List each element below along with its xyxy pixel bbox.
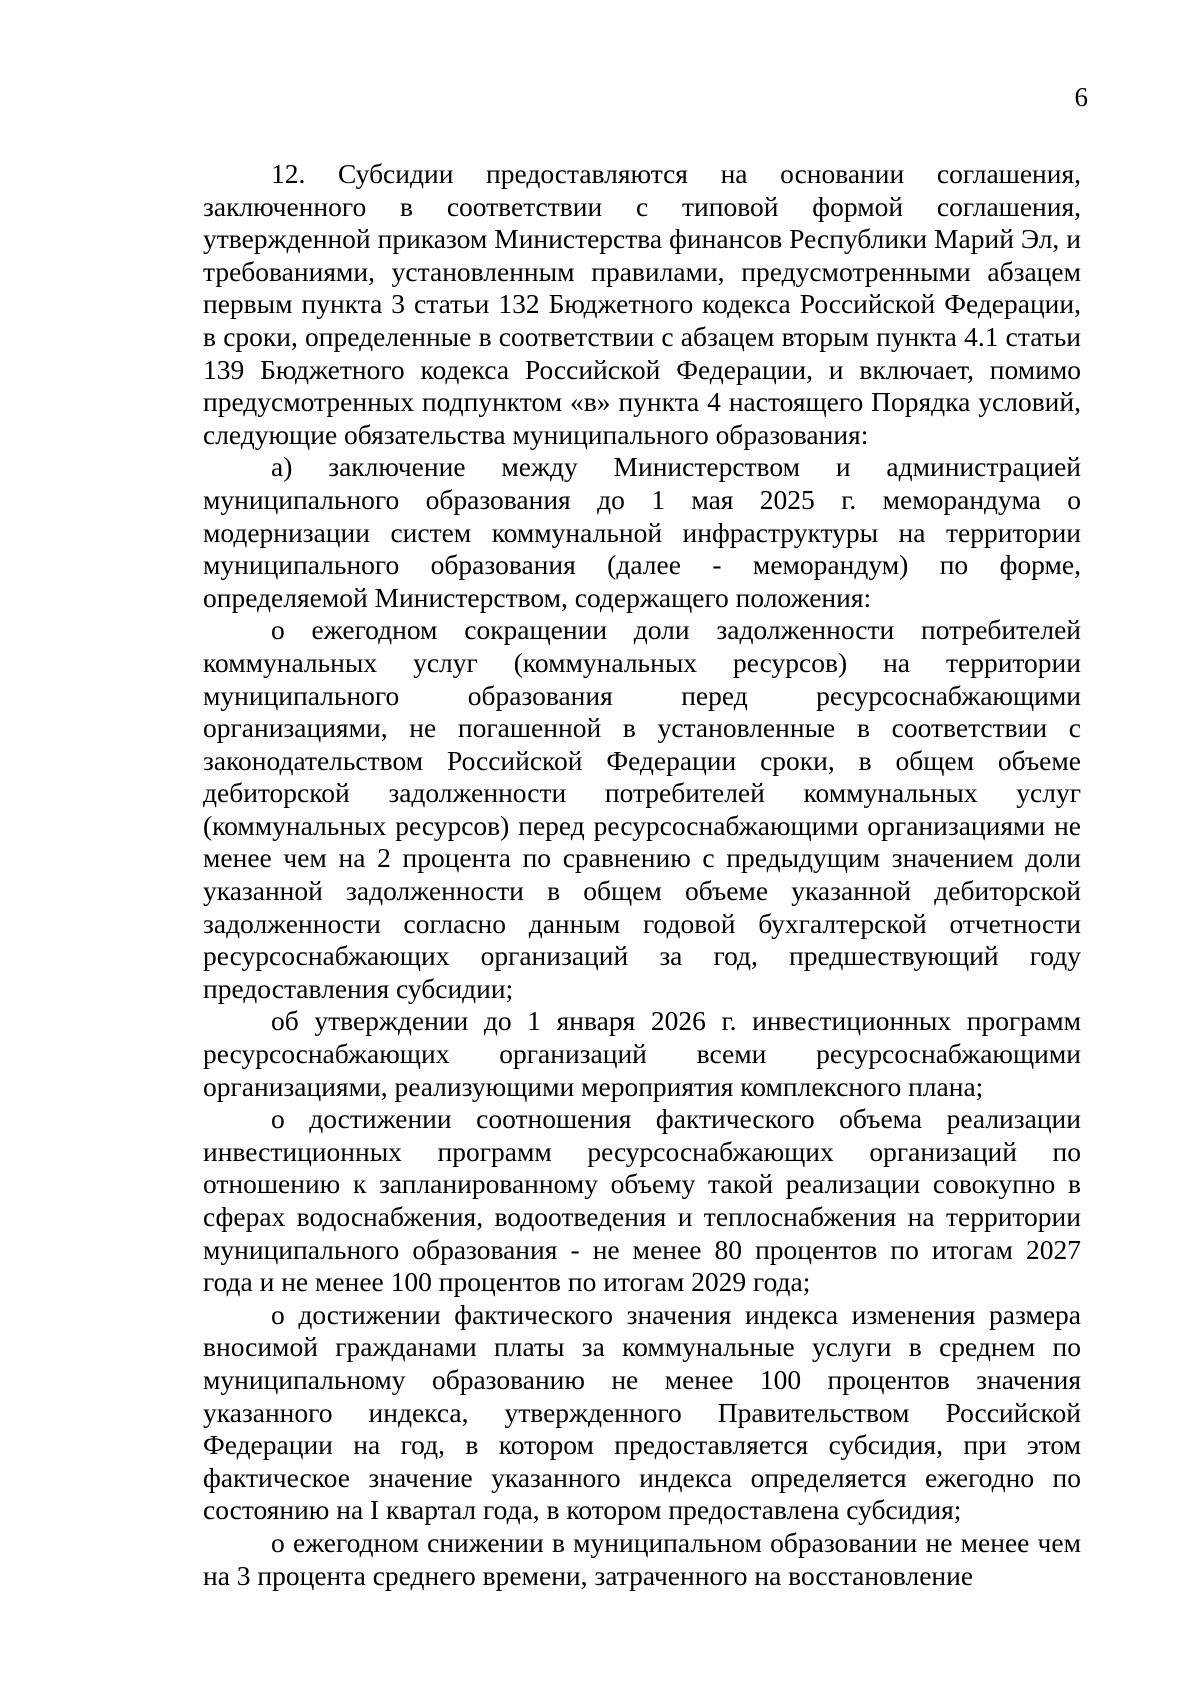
document-body xyxy=(203,158,1081,1592)
paragraph-a-memorandum: а) заключение между Министерством и администрацией муниципального образования до 1 мая 2025 г. меморандума о модернизации систем коммунальной инфраструктуры на территории муниципального образования (далее - меморандум) по форме, определяемой Министерством, содержащего положения: xyxy=(203,451,1081,613)
page-number: 6 xyxy=(1074,82,1088,112)
paragraph-implementation-ratio: о достижении соотношения фактического объема реализации инвестиционных программ ресурсоснабжающих организаций по отношению к запланированному объему такой реализации совокупно в сферах водоснабжения, водоотведения и теплоснабжения на территории муниципального образования - не менее 80 процентов по итогам 2027 года и не менее 100 процентов по итогам 2029 года; xyxy=(203,1103,1081,1298)
paragraph-debt-reduction: о ежегодном сокращении доли задолженности потребителей коммунальных услуг (коммунальных ресурсов) на территории муниципального образования перед ресурсоснабжающими организациями, не погашенной в установленные в соответствии с законодательством Российской Федерации сроки, в общем объеме дебиторской задолженности потребителей коммунальных услуг (коммунальных ресурсов) перед ресурсоснабжающими организациями не менее чем на 2 процента по сравнению с предыдущим значением доли указанной задолженности в общем объеме указанной дебиторской задолженности согласно данным годовой бухгалтерской отчетности ресурсоснабжающих организаций за год, предшествующий году предоставления субсидии; xyxy=(203,614,1081,1004)
paragraph-12-subsidies: 12. Субсидии предоставляются на основании соглашения, заключенного в соответствии с типовой формой соглашения, утвержденной приказом Министерства финансов Республики Марий Эл, и требованиями, установленным правилами, предусмотренными абзацем первым пункта 3 статьи 132 Бюджетного кодекса Российской Федерации, в сроки, определенные в соответствии с абзацем вторым пункта 4.1 статьи 139 Бюджетного кодекса Российской Федерации, и включает, помимо предусмотренных подпунктом «в» пункта 4 настоящего Порядка условий, следующие обязательства муниципального образования: xyxy=(203,158,1081,450)
paragraph-investment-programs: об утверждении до 1 января 2026 г. инвестиционных программ ресурсоснабжающих организаций всеми ресурсоснабжающими организациями, реализующими мероприятия комплексного плана; xyxy=(203,1005,1081,1102)
paragraph-restoration-time: о ежегодном снижении в муниципальном образовании не менее чем на 3 процента среднего времени, затраченного на восстановление xyxy=(203,1526,1081,1591)
paragraph-payment-index: о достижении фактического значения индекса изменения размера вносимой гражданами платы за коммунальные услуги в среднем по муниципальному образованию не менее 100 процентов значения указанного индекса, утвержденного Правительством Российской Федерации на год, в котором предоставляется субсидия, при этом фактическое значение указанного индекса определяется ежегодно по состоянию на I квартал года, в котором предоставлена субсидия; xyxy=(203,1298,1081,1526)
